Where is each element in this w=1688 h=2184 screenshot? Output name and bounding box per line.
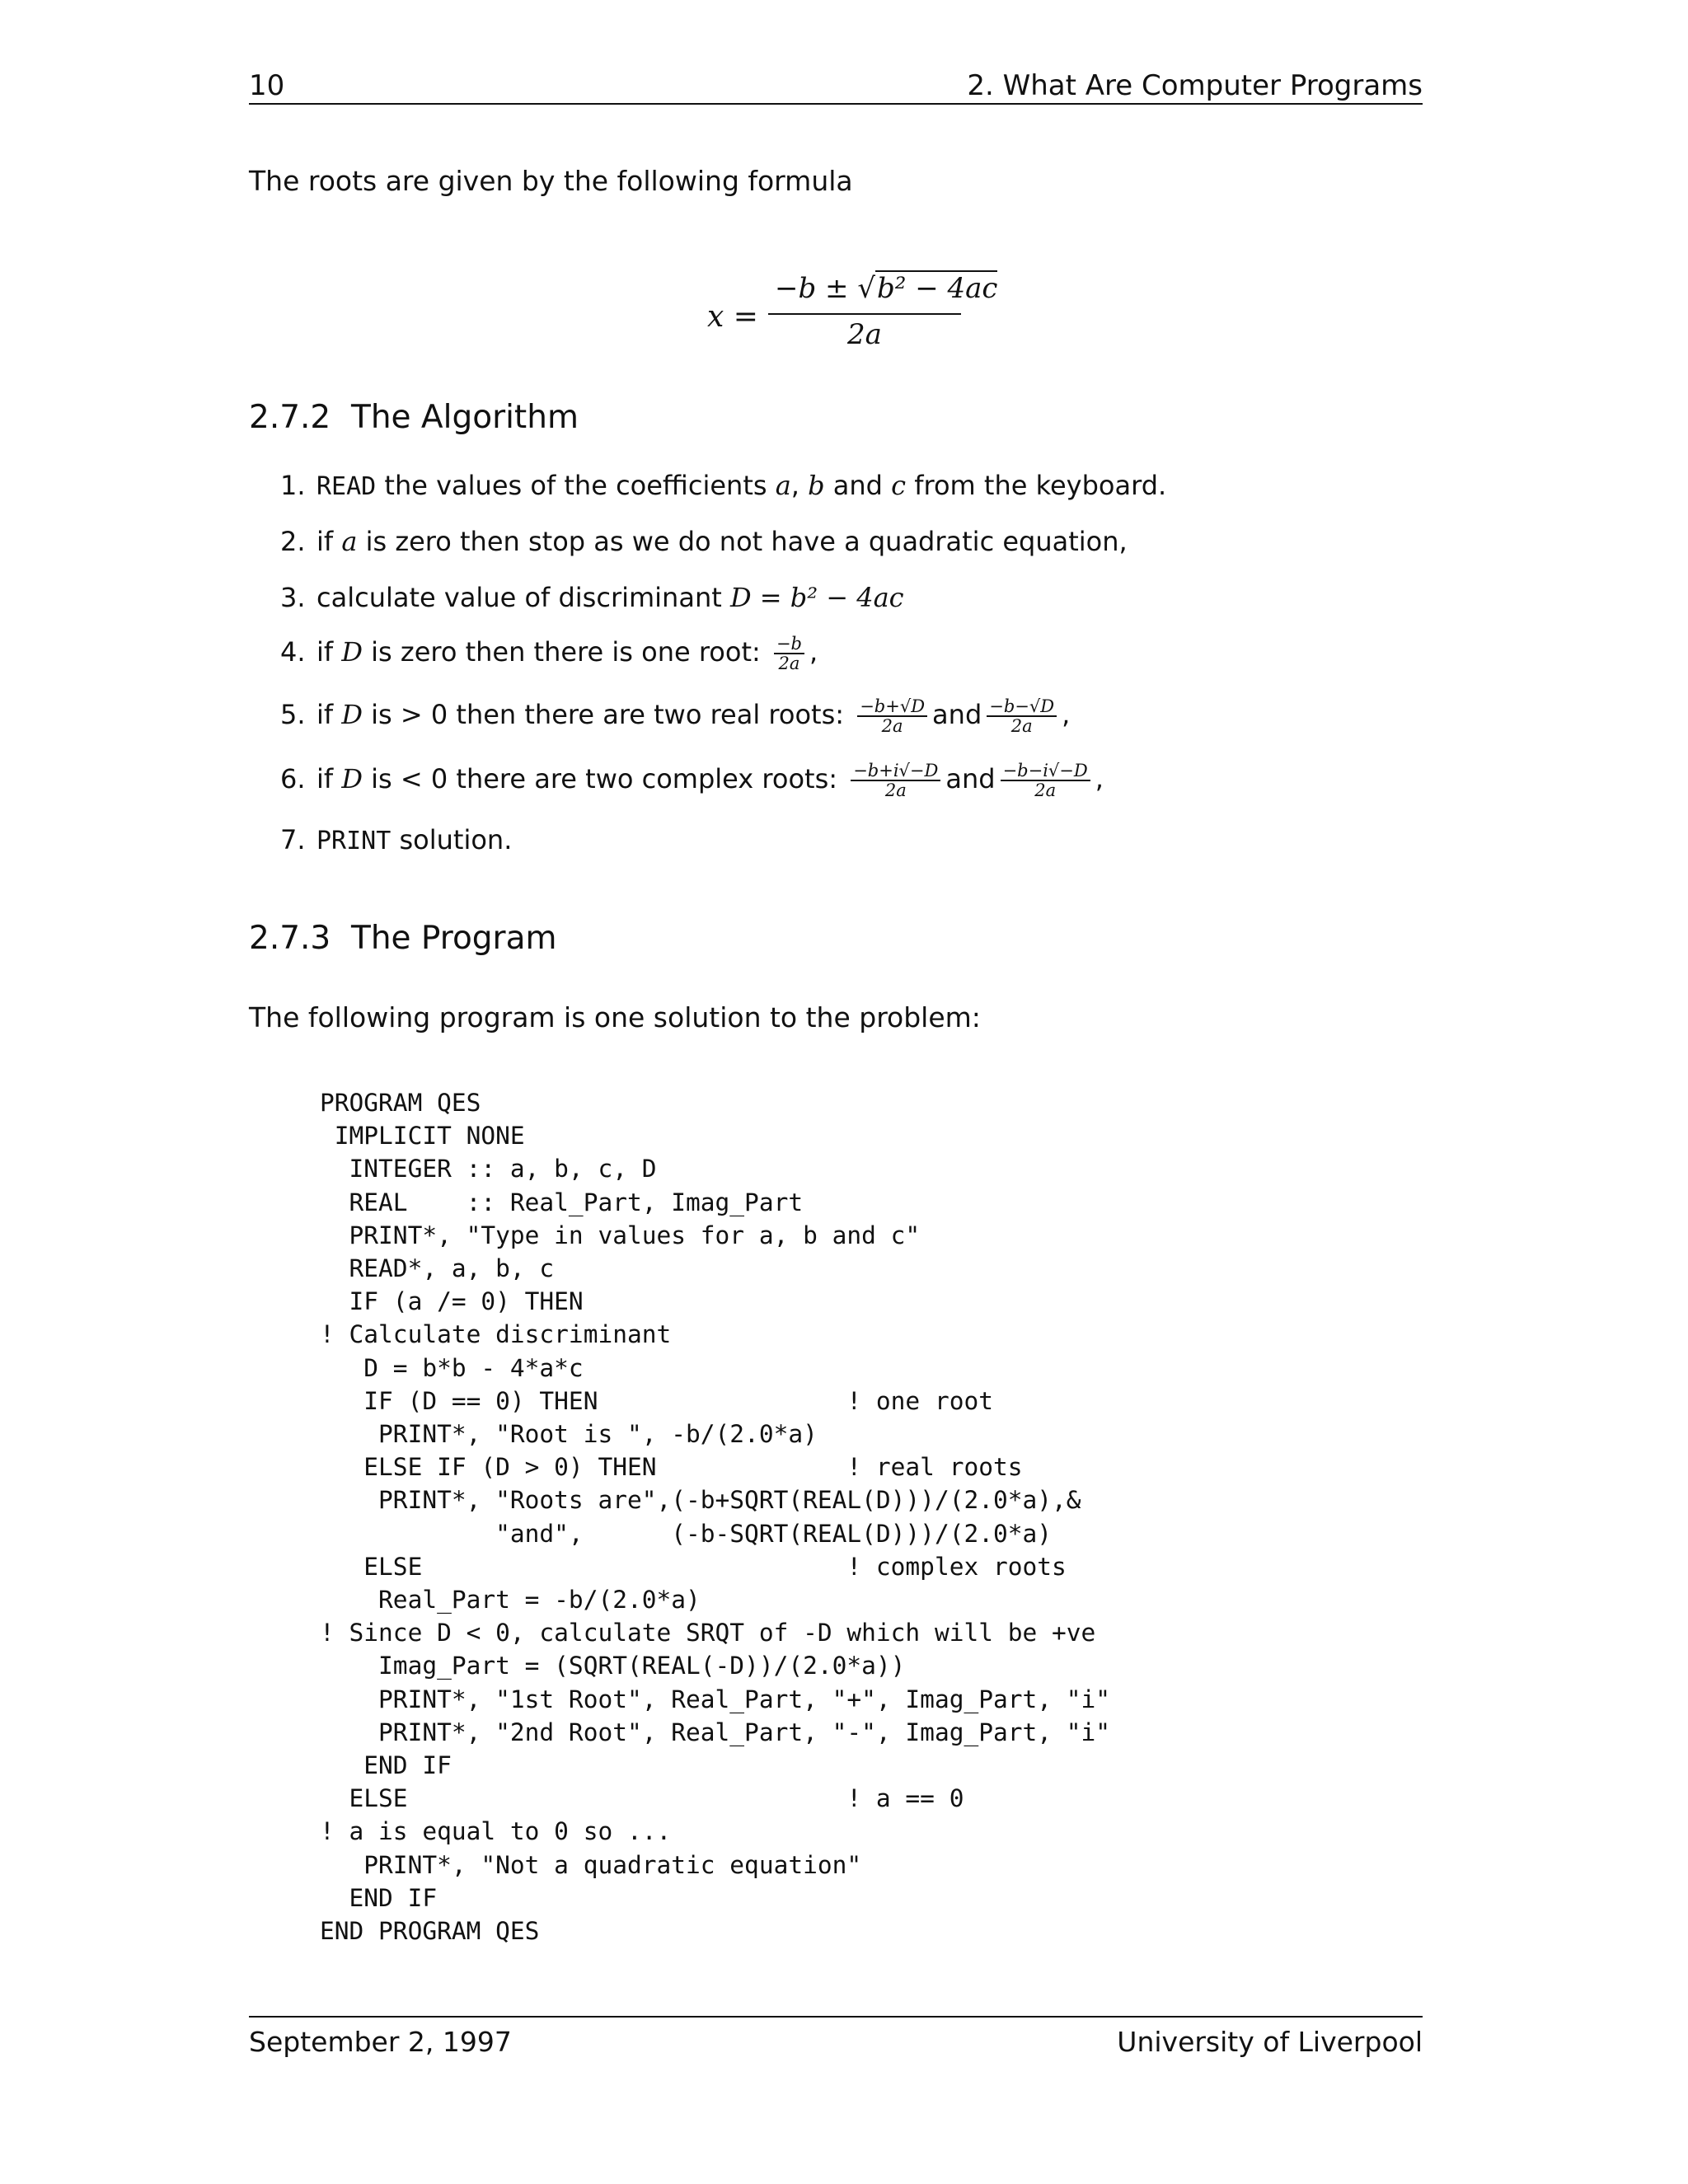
list-item-number: 7. [280, 824, 306, 855]
formula-numerator [775, 272, 997, 305]
list-item [280, 635, 818, 673]
math-expression: D = b² − 4ac [729, 582, 904, 613]
list-item-text: , [1095, 763, 1104, 794]
list-item-text: calculate value of discriminant [316, 582, 730, 613]
list-item-text: from the keyboard. [906, 470, 1167, 501]
list-item-text: is zero then there is one root: [362, 636, 769, 668]
list-item-text: solution. [391, 824, 513, 855]
list-item [280, 762, 1104, 799]
math-var: a [775, 470, 791, 501]
formula-denominator: 2a [847, 318, 882, 351]
list-item [280, 824, 512, 855]
formula-fraction-bar [768, 313, 961, 315]
section-heading-program [249, 920, 556, 957]
list-item-text: and [824, 470, 892, 501]
inline-fraction [987, 697, 1057, 735]
inline-fraction [857, 697, 927, 735]
code-keyword: READ [316, 472, 377, 501]
list-item-text: , [1062, 699, 1071, 730]
list-item-text: if [316, 699, 342, 730]
fraction-numerator: −b−√D [987, 697, 1057, 717]
list-item-number: 3. [280, 582, 306, 613]
quadratic-formula [707, 272, 998, 363]
math-var: D [341, 699, 363, 730]
math-var: a [341, 526, 358, 557]
list-item-number: 2. [280, 526, 306, 557]
fraction-numerator: −b [774, 635, 804, 654]
running-head: 2. What Are Computer Programs [967, 69, 1423, 102]
fraction-denominator: 2a [778, 654, 800, 673]
list-item-text: the values of the coefficients [376, 470, 776, 501]
intro-paragraph: The roots are given by the following formula [249, 165, 853, 197]
fraction-denominator: 2a [881, 716, 903, 736]
list-item-text: and [945, 763, 996, 794]
header-rule [249, 103, 1423, 105]
section-title: The Algorithm [351, 399, 579, 436]
list-item [280, 526, 1128, 557]
section-title: The Program [351, 920, 557, 957]
list-item-text: , [790, 470, 809, 501]
math-var: D [341, 636, 363, 668]
formula-numerator-prefix: −b ± √ [775, 272, 876, 305]
formula-lhs: x = [707, 300, 758, 334]
program-intro-paragraph: The following program is one solution to the problem: [249, 1001, 981, 1033]
list-item [280, 582, 904, 613]
list-item-text: is < 0 there are two complex roots: [362, 763, 846, 794]
math-var: D [341, 763, 363, 794]
footer-date: September 2, 1997 [249, 2026, 512, 2058]
fraction-denominator: 2a [1010, 716, 1033, 736]
math-var: b [808, 470, 825, 501]
page-number: 10 [249, 69, 285, 102]
section-number: 2.7.2 [249, 399, 331, 436]
list-item-text: if [316, 636, 342, 668]
inline-fraction [851, 762, 940, 799]
math-var: c [891, 470, 907, 501]
fortran-code-listing: PROGRAM QES IMPLICIT NONE INTEGER :: a, b, c, D REAL :: Real_Part, Imag_Part PRINT*, "Type in values for a, b and c" READ*, a, b, c IF (a /= 0) THEN ! Calculate discriminant D = b*b - 4*a*c IF (D == 0) THEN ! one root PRINT*, "Root is ", -b/(2.0*a) ELSE IF (D > 0) THEN ! real roots PRINT*, "Roots are",(-b+SQRT(REAL(D)))/(2.0*a),& "and", (-b-SQRT(REAL(D)))/(2.0*a) ELSE ! complex roots Real_Part = -b/(2.0*a) ! Since D < 0, calculate SRQT of -D which will be +ve Imag_Part = (SQRT(REAL(-D))/(2.0*a)) PRINT*, "1st Root", Real_Part, "+", Imag_Part, "i" PRINT*, "2nd Root", Real_Part, "-", Imag_Part, "i" END IF ELSE ! a == 0 ! a is equal to 0 so ... PRINT*, "Not a quadratic equation" END IF END PROGRAM QES [320, 1089, 1111, 1946]
list-item-number: 1. [280, 470, 306, 501]
list-item-text: if [316, 763, 342, 794]
list-item-text: , [809, 636, 818, 668]
inline-fraction [774, 635, 804, 673]
list-item-text: is zero then stop as we do not have a quadratic equation, [357, 526, 1128, 557]
list-item-text: and [932, 699, 982, 730]
list-item-number: 5. [280, 699, 306, 730]
list-item-number: 6. [280, 763, 306, 794]
list-item [280, 470, 1166, 501]
list-item-text: is > 0 then there are two real roots: [362, 699, 853, 730]
footer-institution: University of Liverpool [1117, 2026, 1423, 2058]
fraction-denominator: 2a [884, 780, 907, 800]
fraction-denominator: 2a [1034, 780, 1057, 800]
list-item-number: 4. [280, 636, 306, 668]
list-item-text: if [316, 526, 342, 557]
section-number: 2.7.3 [249, 920, 331, 957]
code-keyword: PRINT [316, 827, 392, 855]
section-heading-algorithm [249, 399, 579, 436]
fraction-numerator: −b+i√−D [851, 762, 940, 781]
inline-fraction [1001, 762, 1090, 799]
fraction-numerator: −b−i√−D [1001, 762, 1090, 781]
fraction-numerator: −b+√D [857, 697, 927, 717]
footer-rule [249, 2016, 1423, 2018]
list-item [280, 697, 1070, 735]
formula-radicand: b² − 4ac [877, 272, 998, 305]
